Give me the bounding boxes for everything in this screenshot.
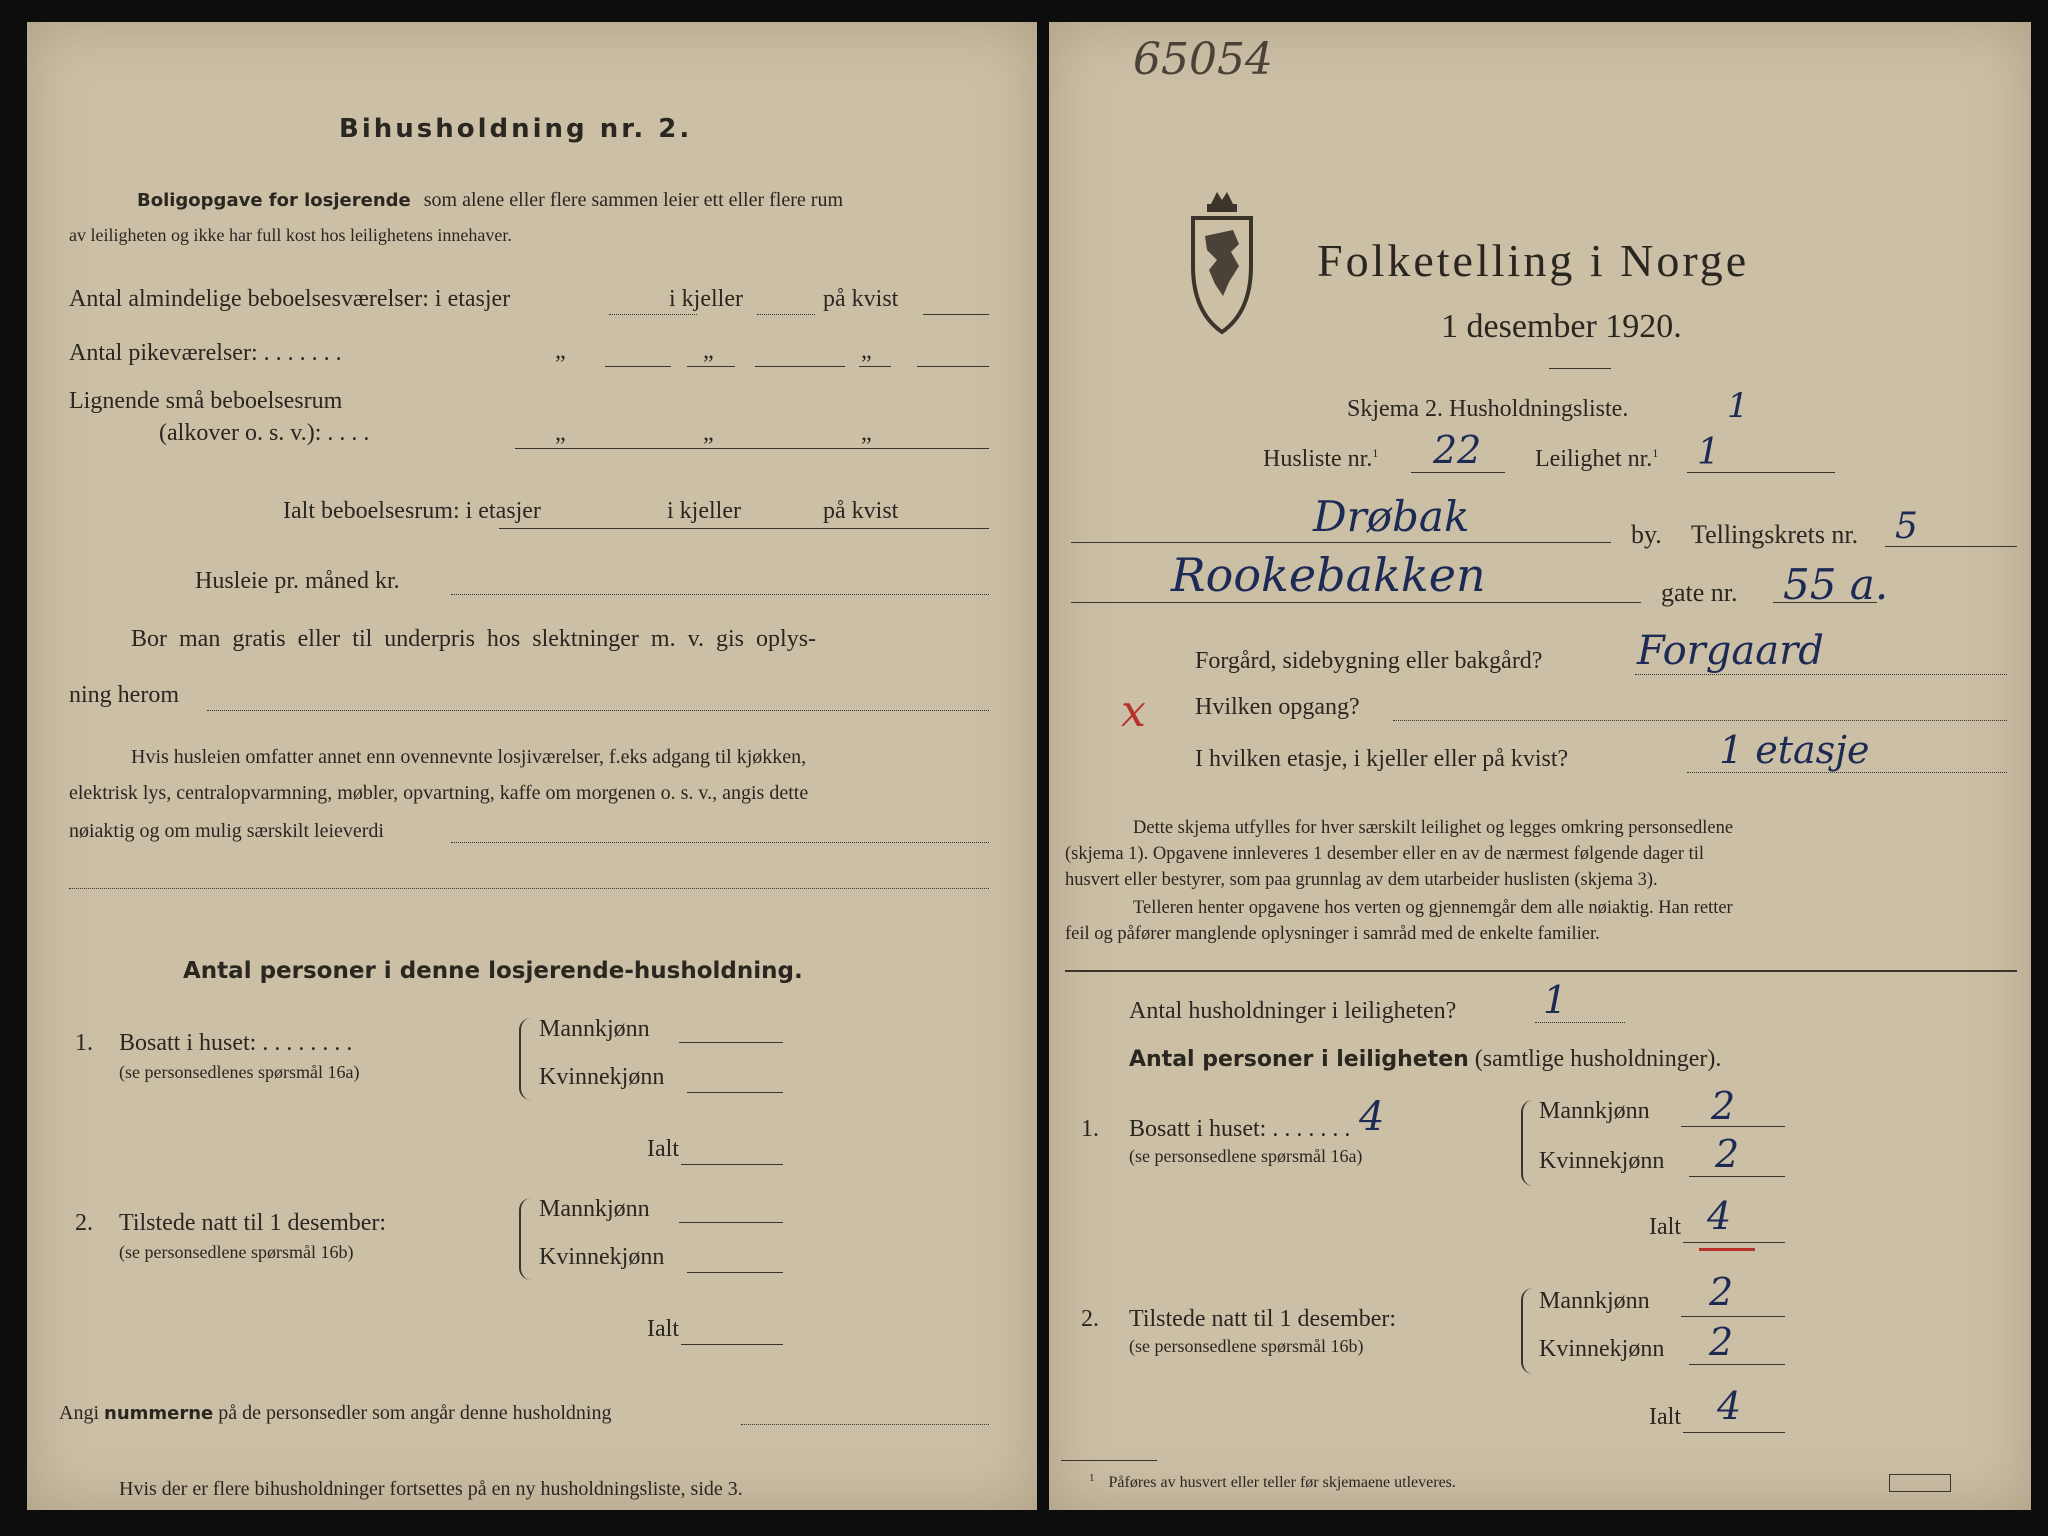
q1-kvinnekjonn-line-right[interactable] — [1689, 1176, 1785, 1177]
etasje-value: 1 etasje — [1719, 728, 1870, 772]
q2-mannkjonn-line[interactable] — [679, 1222, 783, 1223]
hvis-line[interactable] — [451, 842, 989, 843]
pike-ditto: „ — [555, 338, 566, 364]
pike-line-4[interactable] — [859, 366, 891, 367]
right-page — [1049, 22, 2031, 1510]
right-title: Folketelling i Norge — [1317, 235, 1750, 286]
q2-label-right: Tilstede natt til 1 desember: — [1129, 1306, 1397, 1332]
leilighet-line[interactable] — [1687, 472, 1835, 473]
rooms-kjeller-line[interactable] — [757, 314, 815, 315]
pike-ditto-2: „ — [703, 338, 714, 364]
instruction-line-3: husvert eller bestyrer, som paa grunnlag av dem utarbeider huslisten (skjema 3). — [1065, 870, 1658, 890]
footnote-rule — [1061, 1460, 1157, 1461]
census-date: 1 desember 1920. — [1441, 308, 1682, 345]
q1-mannkjonn-value: 2 — [1711, 1084, 1736, 1128]
tellingskrets-label: Tellingskrets nr. — [1691, 520, 1859, 549]
q1-kvinnekjonn-label: Kvinnekjønn — [539, 1064, 665, 1090]
husleie-line[interactable] — [451, 594, 989, 595]
q2-ialt-value: 4 — [1717, 1384, 1742, 1428]
q1-mannkjonn-label: Mannkjønn — [539, 1016, 650, 1042]
q1-ialt-line[interactable] — [681, 1164, 783, 1165]
etasje-label: I hvilken etasje, i kjeller eller på kvist? — [1195, 746, 1569, 772]
pike-line-2[interactable] — [687, 366, 735, 367]
leilighet-footnote-mark: 1 — [1652, 446, 1659, 460]
q1-mannkjonn-line[interactable] — [679, 1042, 783, 1043]
printer-stamp — [1889, 1474, 1951, 1492]
rooms-kvist-label: på kvist — [823, 286, 899, 312]
bor-line[interactable] — [207, 710, 989, 711]
angi-prefix: Angi — [59, 1402, 99, 1424]
section-divider — [1065, 970, 2017, 972]
by-value: Drøbak — [1313, 492, 1470, 541]
ialt-kjeller-label: i kjeller — [667, 498, 741, 524]
instruction-line-2: (skjema 1). Opgavene innleveres 1 desember eller en av de nærmest følgende dager til — [1065, 844, 1705, 864]
angi-line — [59, 1402, 611, 1425]
pike-ditto-3: „ — [861, 338, 872, 364]
hvis-line-3: nøiaktig og om mulig særskilt leieverdi — [69, 820, 384, 842]
q2-kvinnekjonn-line-right[interactable] — [1689, 1364, 1785, 1365]
ialt-rooms-underline[interactable] — [499, 528, 989, 529]
lign-ditto-3: „ — [861, 420, 872, 446]
q2-mannkjonn-value: 2 — [1709, 1270, 1734, 1314]
ialt-kvist-label: på kvist — [823, 498, 899, 524]
persons-heading: Antal personer i denne losjerende-husholdning. — [183, 958, 803, 984]
tellingskrets-value: 5 — [1895, 506, 1918, 547]
persons-heading-rest: (samtlige husholdninger). — [1474, 1046, 1722, 1072]
lign-line-1: Lignende små beboelsesrum — [69, 388, 343, 414]
q1-kvinnekjonn-label-right: Kvinnekjønn — [1539, 1148, 1665, 1174]
lign-ditto-2: „ — [703, 420, 714, 446]
hvis-line-2: elektrisk lys, centralopvarmning, møbler, opvartning, kaffe om morgenen o. s. v., angis dette — [69, 782, 809, 804]
husliste-value: 22 — [1433, 428, 1482, 472]
q1-brace-right — [1521, 1100, 1533, 1186]
q2-brace-right — [1521, 1288, 1533, 1374]
q2-mannkjonn-label-right: Mannkjønn — [1539, 1288, 1650, 1314]
intro-bold: Boligopgave for losjerende — [137, 190, 411, 211]
q2-mannkjonn-line-right[interactable] — [1681, 1316, 1785, 1317]
q1-label-right: Bosatt i huset: . . . . . . . — [1129, 1116, 1351, 1142]
leilighet-value: 1 — [1697, 432, 1720, 473]
q2-mannkjonn-label: Mannkjønn — [539, 1196, 650, 1222]
left-page — [27, 22, 1037, 1510]
rooms-label: Antal almindelige beboelsesværelser: i etasjer — [69, 286, 511, 312]
by-line[interactable] — [1071, 542, 1611, 543]
pike-line-3[interactable] — [755, 366, 845, 367]
opgang-line[interactable] — [1393, 720, 2007, 721]
skjema-hand-mark: 1 — [1727, 386, 1749, 426]
by-label: by. — [1631, 520, 1662, 549]
husholdninger-label: Antal husholdninger i leiligheten? — [1129, 998, 1457, 1024]
persons-heading-right — [1129, 1046, 1721, 1073]
lign-underline[interactable] — [515, 448, 989, 449]
q1-kvinnekjonn-line[interactable] — [687, 1092, 783, 1093]
lign-line-2: (alkover o. s. v.): . . . . — [159, 420, 370, 446]
q2-ialt-line-right[interactable] — [1683, 1432, 1785, 1433]
q1-label: Bosatt i huset: . . . . . . . . — [119, 1030, 353, 1056]
pike-label: Antal pikeværelser: . . . . . . . — [69, 340, 342, 366]
q2-label: Tilstede natt til 1 desember: — [119, 1210, 387, 1236]
rooms-kvist-line[interactable] — [923, 314, 989, 315]
q1-mannkjonn-label-right: Mannkjønn — [1539, 1098, 1650, 1124]
q1-sub-right: (se personsedlene spørsmål 16a) — [1129, 1146, 1363, 1166]
gate-label: gate nr. — [1661, 578, 1738, 607]
leilighet-label — [1535, 446, 1658, 473]
gate-nr-value: 55 a. — [1783, 560, 1889, 609]
forgard-value: Forgaard — [1637, 628, 1824, 674]
bor-line-1: Bor man gratis eller til underpris hos slektninger m. v. gis oplys- — [131, 626, 817, 652]
etasje-line[interactable] — [1687, 772, 2007, 773]
q2-ialt-label: Ialt — [647, 1316, 679, 1342]
q1-number: 1. — [75, 1030, 93, 1056]
lign-ditto: „ — [555, 420, 566, 446]
instruction-line-4: Telleren henter opgavene hos verten og gjennemgår dem alle nøiaktig. Han retter — [1133, 898, 1733, 918]
husliste-line[interactable] — [1411, 472, 1505, 473]
hvis-extra-line[interactable] — [69, 888, 989, 889]
q2-brace — [519, 1198, 531, 1280]
intro-line-2: av leiligheten og ikke har full kost hos leilighetens innehaver. — [69, 225, 512, 245]
pike-line-5[interactable] — [917, 366, 989, 367]
q1-hand-value: 4 — [1359, 1094, 1385, 1140]
gate-value: Rookebakken — [1171, 548, 1486, 602]
rooms-etasjer-line[interactable] — [609, 314, 697, 315]
footnote — [1089, 1472, 1456, 1492]
husleie-label: Husleie pr. måned kr. — [195, 568, 400, 594]
angi-fill-line[interactable] — [741, 1424, 989, 1425]
q1-ialt-value: 4 — [1707, 1194, 1732, 1238]
q1-ialt-label: Ialt — [647, 1136, 679, 1162]
hvis-line-1: Hvis husleien omfatter annet enn ovennevnte losjiværelser, f.eks adgang til kjøkken, — [131, 746, 807, 768]
q2-ialt-label-right: Ialt — [1649, 1404, 1681, 1430]
q1-sub: (se personsedlenes spørsmål 16a) — [119, 1062, 360, 1082]
opgang-label: Hvilken opgang? — [1195, 694, 1360, 720]
q1-kvinnekjonn-value: 2 — [1715, 1132, 1740, 1176]
intro-rest: som alene eller flere sammen leier ett eller flere rum — [423, 189, 843, 211]
q1-ialt-label-right: Ialt — [1649, 1214, 1681, 1240]
q1-brace — [519, 1018, 531, 1100]
q2-number: 2. — [75, 1210, 93, 1236]
q2-sub-right: (se personsedlene spørsmål 16b) — [1129, 1336, 1364, 1356]
q2-number-right: 2. — [1081, 1306, 1099, 1332]
footnote-number: 1 — [1089, 1472, 1095, 1484]
q2-sub: (se personsedlene spørsmål 16b) — [119, 1242, 354, 1262]
husholdninger-value: 1 — [1543, 978, 1568, 1022]
left-title: Bihusholdning nr. 2. — [339, 114, 693, 144]
q2-kvinnekjonn-line[interactable] — [687, 1272, 783, 1273]
footnote-text: Påføres av husvert eller teller før skjemaene utleveres. — [1108, 1474, 1456, 1492]
left-footer: Hvis der er flere bihusholdninger fortsettes på en ny husholdningsliste, side 3. — [119, 1478, 743, 1500]
gate-nr-line[interactable] — [1773, 602, 1877, 603]
intro-line-1 — [137, 189, 843, 212]
q1-mannkjonn-line-right[interactable] — [1681, 1126, 1785, 1127]
coat-of-arms-icon — [1183, 186, 1261, 336]
q1-ialt-line-right[interactable] — [1683, 1242, 1785, 1243]
q2-ialt-line[interactable] — [681, 1344, 783, 1345]
husliste-label — [1263, 446, 1378, 473]
angi-rest: på de personsedler som angår denne husholdning — [218, 1402, 612, 1424]
gate-line[interactable] — [1071, 602, 1641, 603]
husholdninger-line[interactable] — [1535, 1022, 1625, 1023]
instruction-line-1: Dette skjema utfylles for hver særskilt leilighet og legges omkring personsedlene — [1133, 818, 1734, 838]
skjema-label: Skjema 2. Husholdningsliste. — [1347, 396, 1629, 422]
angi-bold: nummerne — [104, 1403, 214, 1424]
leilighet-label-text: Leilighet nr. — [1535, 446, 1653, 472]
title-divider — [1549, 368, 1611, 369]
forgard-line[interactable] — [1635, 674, 2007, 675]
persons-heading-bold: Antal personer i leiligheten — [1129, 1047, 1469, 1072]
bor-line-2: ning herom — [69, 682, 179, 708]
q2-kvinnekjonn-value: 2 — [1709, 1320, 1734, 1364]
archive-number: 65054 — [1133, 34, 1273, 85]
husliste-label-text: Husliste nr. — [1263, 446, 1373, 472]
husliste-footnote-mark: 1 — [1372, 446, 1379, 460]
tellingskrets-line[interactable] — [1885, 546, 2017, 547]
rooms-kjeller-label: i kjeller — [669, 286, 743, 312]
instruction-line-5: feil og påfører manglende oplysninger i samråd med de enkelte familier. — [1065, 924, 1600, 944]
q1-ialt-red-underline — [1699, 1248, 1755, 1251]
opgang-red-mark: x — [1121, 686, 1146, 737]
ialt-rooms-label: Ialt beboelsesrum: i etasjer — [283, 498, 541, 524]
forgard-label: Forgård, sidebygning eller bakgård? — [1195, 648, 1543, 674]
q2-kvinnekjonn-label-right: Kvinnekjønn — [1539, 1336, 1665, 1362]
pike-line-1[interactable] — [605, 366, 671, 367]
q1-number-right: 1. — [1081, 1116, 1099, 1142]
q2-kvinnekjonn-label: Kvinnekjønn — [539, 1244, 665, 1270]
